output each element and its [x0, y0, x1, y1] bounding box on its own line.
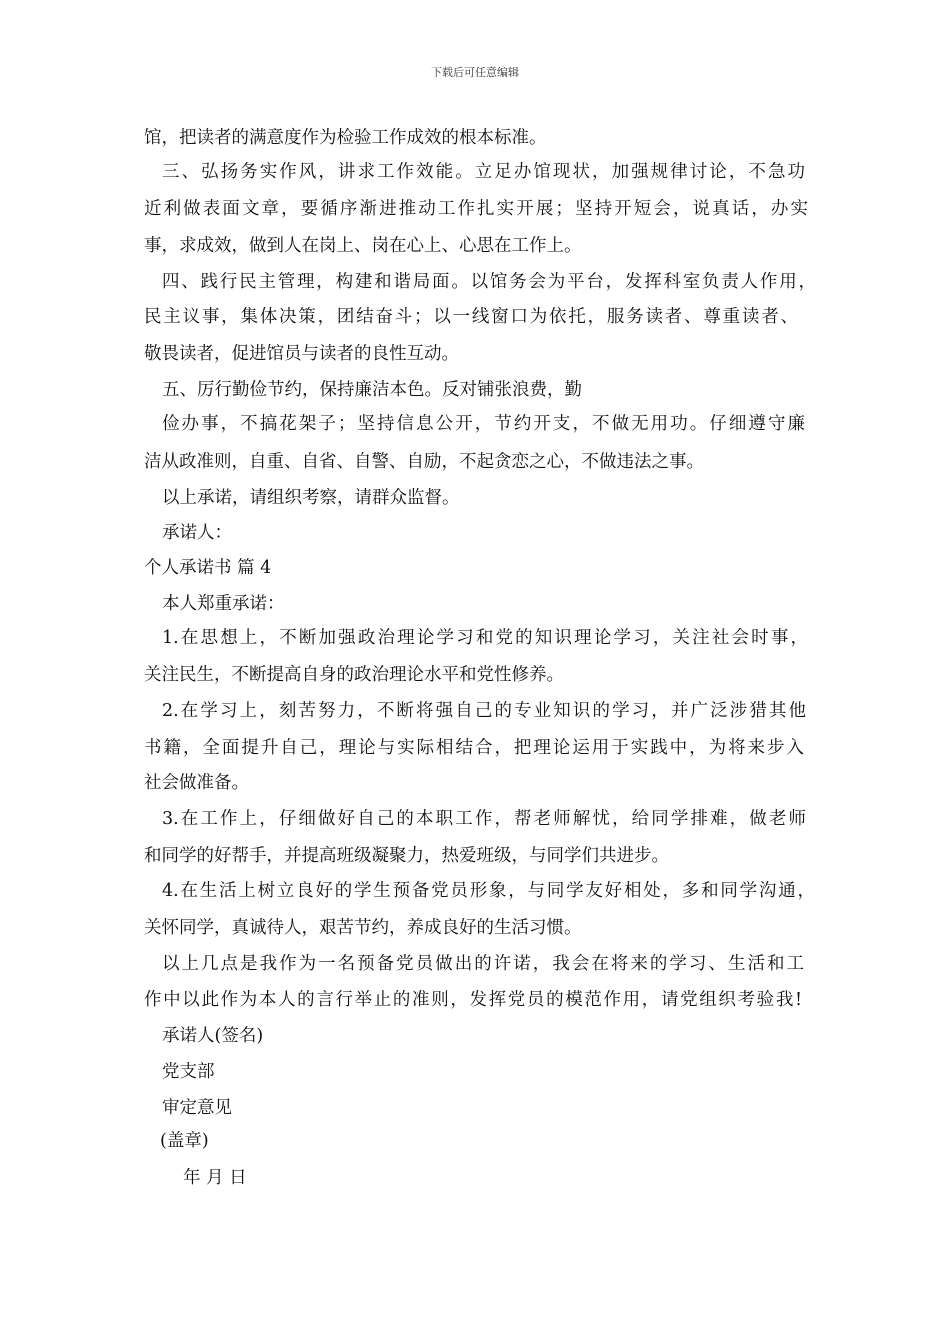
body-line: 关怀同学，真诚待人，艰苦节约，养成良好的生活习惯。	[144, 918, 582, 938]
body-line: 事，求成效，做到人在岗上、岗在心上、心思在工作上。	[144, 236, 582, 256]
review-opinion-label: 审定意见	[162, 1098, 232, 1118]
body-line: 和同学的好帮手，并提高班级凝聚力，热爱班级，与同学们共进步。	[144, 846, 669, 866]
body-line: 以上承诺，请组织考察，请群众监督。	[162, 488, 460, 508]
body-line: 俭办事，不搞花架子；坚持信息公开，节约开支，不做无用功。仔细遵守廉	[162, 414, 805, 434]
date-label: 年 月 日	[183, 1168, 247, 1188]
body-line: 本人郑重承诺：	[162, 594, 285, 614]
list-item-line: 4.在生活上树立良好的学生预备党员形象，与同学友好相处，多和同学沟通，	[162, 881, 815, 901]
body-line: 近利做表面文章，要循序渐进推动工作扎实开展；坚持开短会，说真话，办实	[144, 199, 808, 219]
section-title: 个人承诺书 篇 4	[144, 558, 272, 578]
body-line: 以上几点是我作为一名预备党员做出的许诺，我会在将来的学习、生活和工	[162, 954, 804, 974]
party-branch-label: 党支部	[162, 1062, 215, 1082]
list-item-line: 2.在学习上，刻苦努力，不断将强自己的专业知识的学习，并广泛涉猎其他	[162, 701, 806, 721]
body-line: 洁从政准则，自重、自省、自警、自励，不起贪恋之心，不做违法之事。	[144, 452, 704, 472]
section-heading-line: 三、弘扬务实作风，讲求工作效能。立足办馆现状，加强规律讨论，不急功	[162, 162, 805, 182]
body-line: 作中以此作为本人的言行举止的准则，发挥党员的模范作用，请党组织考验我!	[144, 990, 802, 1010]
list-item-line: 3.在工作上，仔细做好自己的本职工作，帮老师解忧，给同学排难，做老师	[162, 809, 806, 829]
body-line: 书籍，全面提升自己，理论与实际相结合，把理论运用于实践中，为将来步入	[144, 738, 804, 758]
list-item-line: 1.在思想上，不断加强政治理论学习和党的知识理论学习，关注社会时事，	[162, 628, 808, 648]
signature-label: 承诺人(签名)	[162, 1026, 264, 1046]
section-heading-line: 五、厉行勤俭节约，保持廉洁本色。反对铺张浪费，勤	[162, 380, 582, 400]
signature-label: 承诺人：	[162, 523, 232, 543]
body-line: 社会做准备。	[144, 773, 249, 793]
section-heading-line: 四、践行民主管理，构建和谐局面。以馆务会为平台，发挥科室负责人作用，	[162, 272, 816, 292]
body-line: 民主议事，集体决策，团结奋斗；以一线窗口为依托，服务读者、尊重读者、	[144, 307, 798, 327]
body-line: 关注民生，不断提高自身的政治理论水平和党性修养。	[144, 665, 564, 685]
body-line: 馆，把读者的满意度作为检验工作成效的根本标准。	[144, 128, 547, 148]
page-header: 下载后可任意编辑	[431, 66, 519, 79]
seal-label: (盖章)	[160, 1131, 209, 1151]
body-line: 敬畏读者，促进馆员与读者的良性互动。	[144, 344, 459, 364]
